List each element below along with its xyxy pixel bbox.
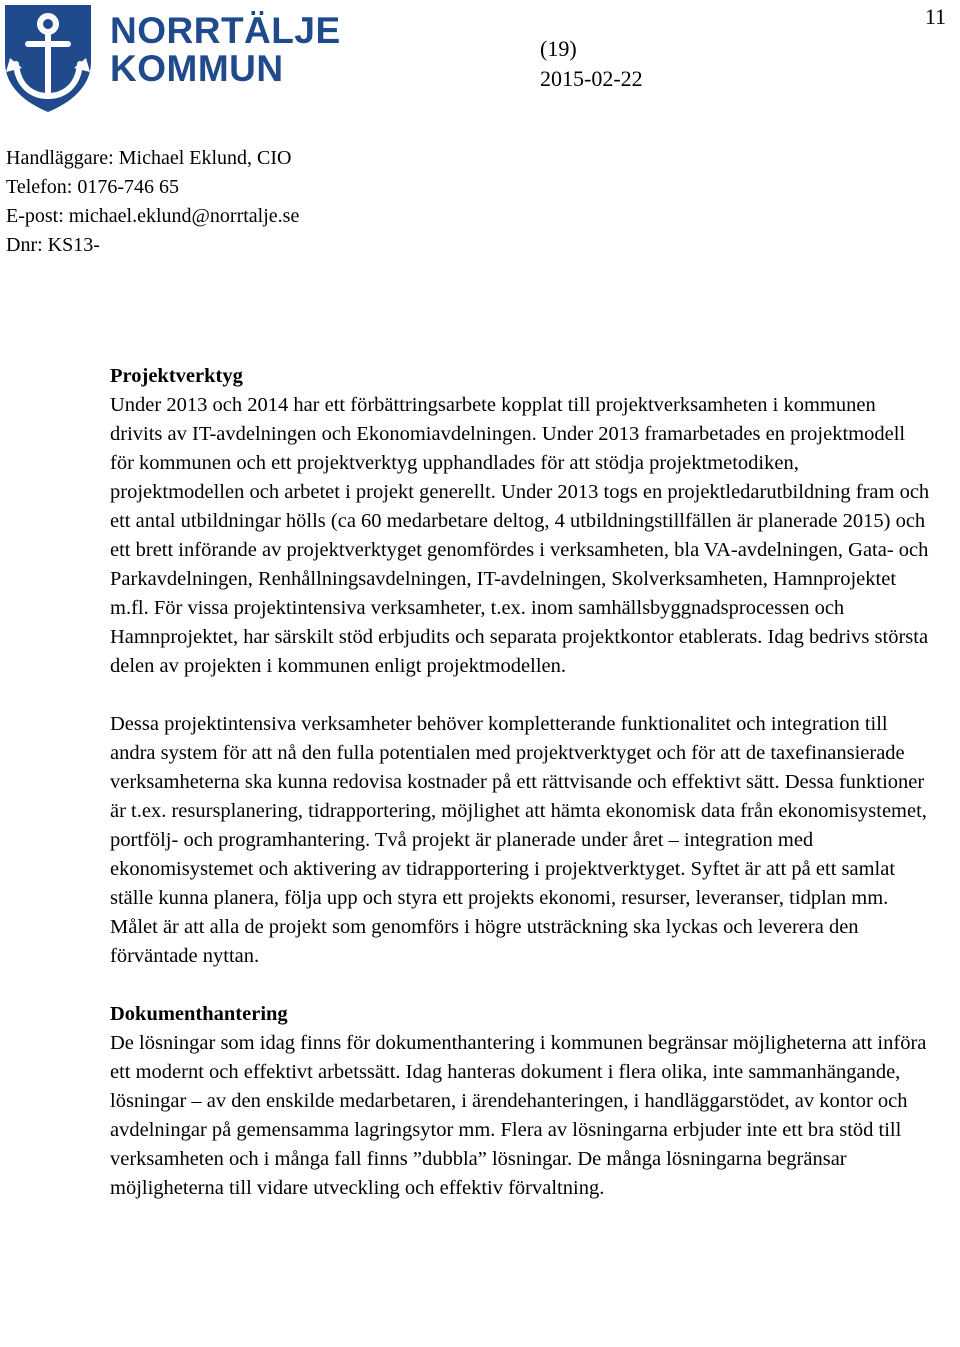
page-reference: (19) — [540, 36, 577, 61]
dnr-line: Dnr: KS13- — [6, 234, 100, 256]
logo-wordmark — [110, 12, 341, 88]
email-line: E-post: michael.eklund@norrtalje.se — [6, 205, 300, 227]
section-paragraph: De lösningar som idag finns för dokumenthantering i kommunen begränsar möjligheterna att införa ett modernt och effektivt arbetssätt. Idag hanteras dokument i flera olika, inte sammanhängande, lösningar – av den enskilde medarbetaren, i ärendehanteringen, i handläggarstödet, av kontor och avdelningar på gemensamma lagringsytor mm. Flera av lösningarna erbjuder inte ett bra stöd till verksamheten och i många fall finns ”dubbla” lösningar. De många lösningarna begränsar möjligheterna till vidare utveckling och effektiv förvaltning. — [110, 1032, 927, 1199]
contact-block — [6, 144, 299, 260]
document-date: 2015-02-22 — [540, 66, 643, 91]
section-projektverktyg — [110, 362, 932, 971]
phone-line: Telefon: 0176-746 65 — [6, 176, 180, 198]
section-paragraph: Under 2013 och 2014 har ett förbättringsarbete kopplat till projektverksamheten i kommunen drivits av IT-avdelningen och Ekonomiavdelningen. Under 2013 framarbetades en projektmodell för kommunen och ett projektverktyg upphandlades för att stödja projektmetodiken, projektmodellen och arbetet i projekt generellt. Under 2013 togs en projektledarutbildning fram och ett antal utbildningar hölls (ca 60 medarbetare deltog, 4 utbildningstillfällen är planerade 2015) och ett brett införande av projektverktyget genomfördes i verksamheten, bla VA-avdelningen, Gata- och Parkavdelningen, Renhållningsavdelningen, IT-avdelningen, Skolverksamheten, Hamnprojektet m.fl. För vissa projektintensiva verksamheter, t.ex. inom samhällsbyggnadsprocessen och Hamnprojektet, har särskilt stöd erbjudits och separata projektkontor etablerats. Idag bedrivs största delen av projekten i kommunen enligt projektmodellen. — [110, 394, 930, 677]
document-body — [110, 362, 932, 1232]
section-dokumenthantering — [110, 1000, 932, 1203]
municipality-logo — [2, 2, 341, 114]
document-reference — [540, 34, 643, 94]
anchor-shield-icon — [2, 2, 94, 114]
logo-line-1: NORRTÄLJE — [110, 10, 341, 51]
section-heading: Dokumenthantering — [110, 1003, 288, 1025]
section-heading: Projektverktyg — [110, 365, 243, 387]
handler-line: Handläggare: Michael Eklund, CIO — [6, 147, 292, 169]
page-number: 11 — [924, 4, 946, 29]
logo-line-2: KOMMUN — [110, 48, 284, 89]
section-paragraph: Dessa projektintensiva verksamheter behöver kompletterande funktionalitet och integration till andra system för att nå den fulla potentialen med projektverktyget och för att de taxefinansierade verksamheterna ska kunna redovisa kostnader på ett rättvisande och effektivt sätt. Dessa funktioner är t.ex. resursplanering, tidrapportering, möjlighet att hämta ekonomisk data från ekonomisystemet, portfölj- och programhantering. Två projekt är planerade under året – integration med ekonomisystemet och aktivering av tidrapportering i projektverktyget. Syftet är att på ett samlat ställe kunna planera, följa upp och styra ett projekts ekonomi, resurser, leveranser, tidplan mm. Målet är att alla de projekt som genomförs i högre utsträckning ska lyckas och leverera den förväntade nyttan. — [110, 713, 927, 967]
